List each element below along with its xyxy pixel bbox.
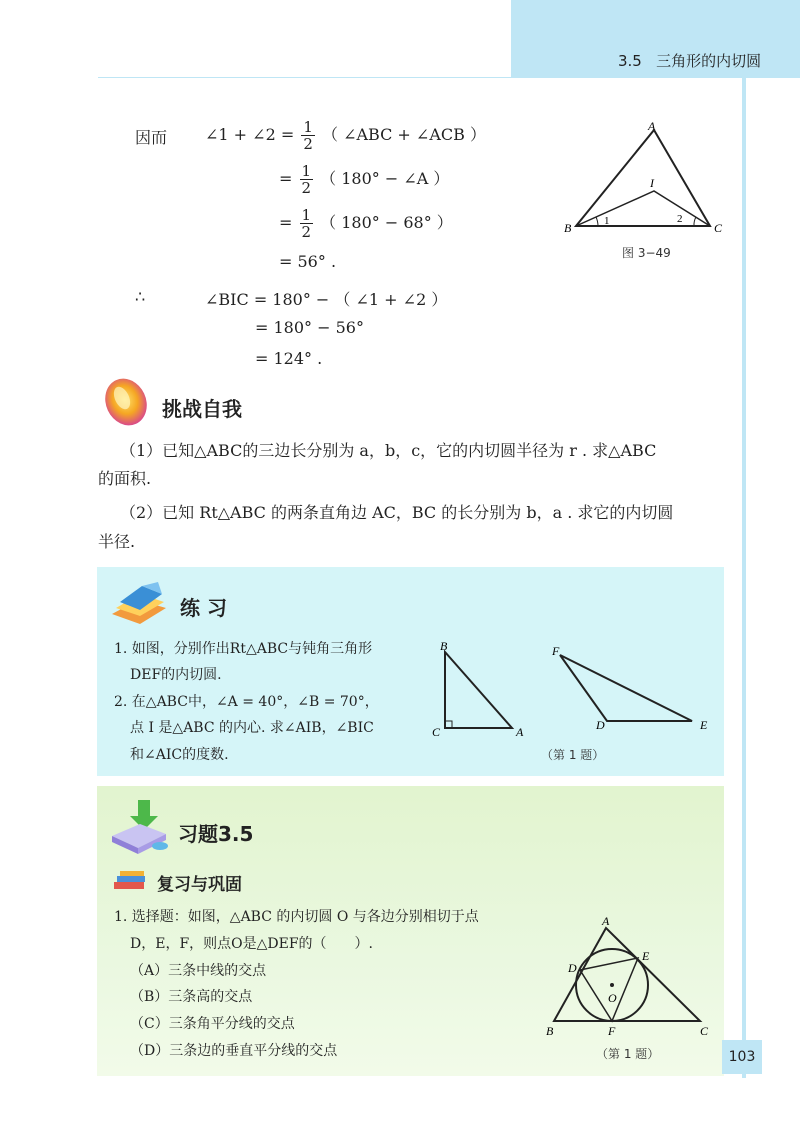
- running-header: [618, 50, 761, 71]
- derivation-line-1: [205, 119, 486, 152]
- challenge-title: 挑战自我: [162, 397, 242, 421]
- label-C: C: [432, 725, 441, 739]
- exercise-title: 习题3.5: [178, 822, 254, 846]
- label-E: E: [700, 718, 708, 732]
- practice-title: 练 习: [180, 596, 227, 620]
- derivation-line-4: = 56° .: [279, 252, 337, 271]
- therefore-symbol: ∴: [135, 287, 146, 306]
- practice-q2-line1: 2. 在△ABC中，∠A = 40°，∠B = 70°，: [114, 694, 379, 710]
- exercise-q1-line1: 1. 选择题：如图，△ABC 的内切圆 O 与各边分别相切于点: [114, 909, 479, 925]
- label-I: I: [650, 176, 654, 190]
- label-F: F: [608, 1024, 616, 1038]
- label-C: C: [700, 1024, 709, 1038]
- books-icon: [112, 868, 152, 892]
- challenge-q1-line1: （1）已知△ABC的三边长分别为 a，b，c，它的内切圆半径为 r . 求△ABC: [120, 441, 657, 460]
- section-number: 3.5: [618, 52, 642, 70]
- fraction-half: $\frac{1}{2}$: [301, 206, 312, 241]
- label-D: D: [596, 718, 605, 732]
- exercise-q1-line2: D，E，F，则点O是△DEF的（ ）.: [130, 936, 374, 952]
- practice-q1-line1: 1. 如图，分别作出Rt△ABC与钝角三角形: [114, 641, 373, 657]
- exercise-figure: [540, 910, 720, 1040]
- practice-q2-line3: 和∠AIC的度数.: [130, 747, 229, 763]
- option-b: （B）三条高的交点: [130, 989, 253, 1005]
- center-o-dot: [610, 983, 614, 987]
- derivation-line-1-right: （ ∠ABC + ∠ACB ）: [321, 125, 486, 144]
- section-title: 三角形的内切圆: [656, 52, 762, 70]
- label-A: A: [602, 914, 610, 928]
- label-B: B: [564, 221, 572, 235]
- derivation-line-2: = $\frac{1}{2}$ （ 180° − ∠A ）: [279, 162, 450, 197]
- option-c: （C）三条角平分线的交点: [130, 1016, 295, 1032]
- label-C: C: [714, 221, 723, 235]
- derivation-line-7: = 124° .: [255, 349, 323, 368]
- label-A: A: [516, 725, 524, 739]
- derivation-line-6: = 180° − 56°: [255, 318, 364, 337]
- figure-3-49: [560, 115, 730, 265]
- exercise-icon: [108, 796, 170, 856]
- right-triangle-abc: [445, 652, 512, 728]
- challenge-q1-line2: 的面积.: [98, 469, 152, 488]
- label-F: F: [552, 644, 560, 658]
- derivation-line-5: ∠BIC = 180° − （ ∠1 + ∠2 ）: [205, 290, 448, 309]
- label-B: B: [546, 1024, 554, 1038]
- angle-1-arc: [596, 217, 598, 226]
- exercise-figure-caption: （第 1 题）: [596, 1047, 660, 1061]
- fraction-half: $\frac{1}{2}$: [301, 162, 312, 197]
- header-rule: [98, 77, 511, 78]
- option-a: （A）三条中线的交点: [130, 963, 267, 979]
- challenge-icon: [100, 372, 152, 430]
- right-angle-mark: [445, 721, 452, 728]
- angle-2-arc: [694, 217, 696, 226]
- option-d: （D）三条边的垂直平分线的交点: [130, 1043, 338, 1059]
- figure-3-49-caption: 图 3−49: [622, 246, 671, 260]
- page-number: 103: [722, 1040, 762, 1074]
- practice-q2-line2: 点 I 是△ABC 的内心. 求∠AIB，∠BIC: [130, 720, 374, 736]
- challenge-q2-line2: 半径.: [98, 532, 136, 551]
- label-E: E: [642, 949, 650, 963]
- practice-figure: [430, 635, 720, 745]
- obtuse-triangle-def: [560, 655, 692, 721]
- label-B: B: [440, 639, 448, 653]
- fraction-half: $\frac{1}{2}$: [303, 118, 313, 153]
- label-A: A: [648, 119, 656, 133]
- practice-book-icon: [108, 578, 170, 628]
- triangle-abc: [576, 130, 710, 226]
- exercise-subtitle: 复习与巩固: [157, 875, 242, 895]
- practice-figure-caption: （第 1 题）: [541, 748, 605, 762]
- incenter-lines: [576, 191, 710, 226]
- label-angle-1: 1: [604, 215, 610, 227]
- label-angle-2: 2: [677, 213, 683, 225]
- margin-rule: [742, 78, 746, 1078]
- derivation-line-1-left: ∠1 + ∠2 =: [205, 125, 295, 144]
- derivation-label-because: 因而: [135, 128, 168, 147]
- label-O: O: [608, 991, 617, 1005]
- derivation-line-3: = $\frac{1}{2}$ （ 180° − 68° ）: [279, 206, 453, 241]
- challenge-q2-line1: （2）已知 Rt△ABC 的两条直角边 AC，BC 的长分别为 b，a . 求它的内切圆: [120, 503, 674, 522]
- practice-q1-line2: DEF的内切圆.: [130, 667, 222, 683]
- label-D: D: [568, 961, 577, 975]
